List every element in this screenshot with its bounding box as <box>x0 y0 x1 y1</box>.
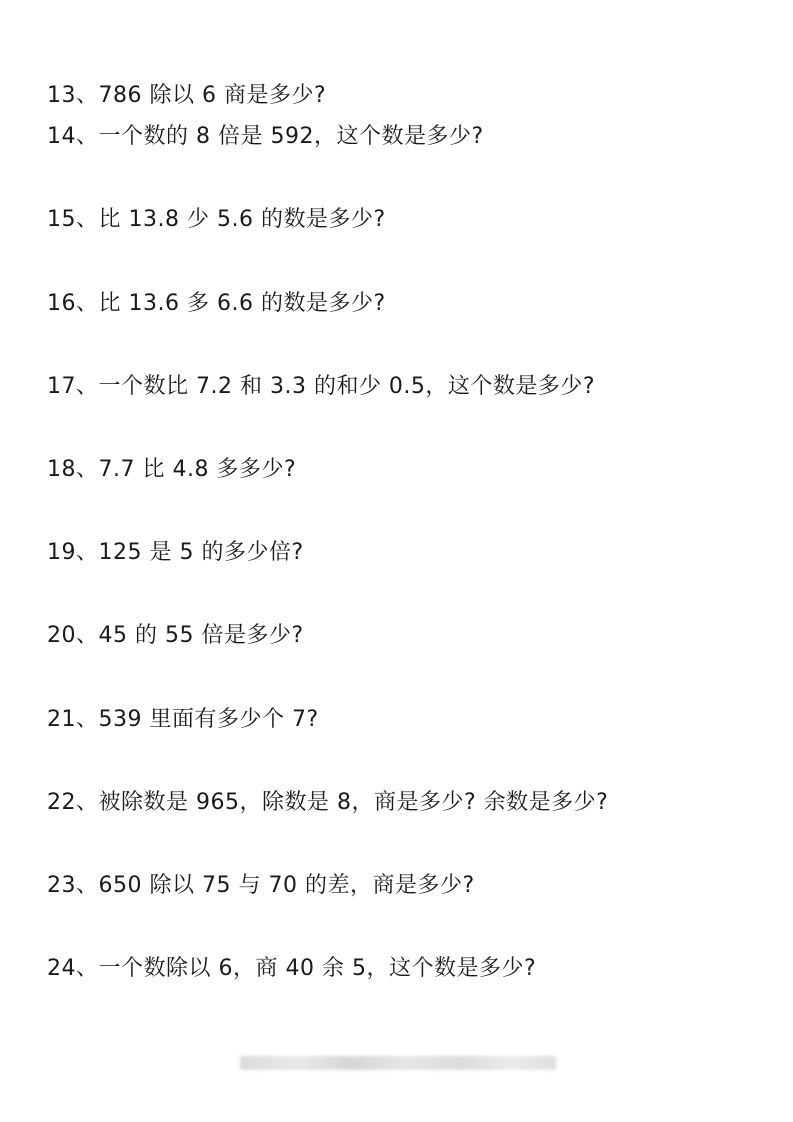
question-19: 19、125 是 5 的多少倍? <box>47 540 304 565</box>
question-17: 17、一个数比 7.2 和 3.3 的和少 0.5，这个数是多少? <box>47 374 596 399</box>
question-22: 22、被除数是 965，除数是 8，商是多少? 余数是多少? <box>47 790 609 815</box>
question-23: 23、650 除以 75 与 70 的差，商是多少? <box>47 873 475 898</box>
question-16: 16、比 13.6 多 6.6 的数是多少? <box>47 291 386 316</box>
question-24: 24、一个数除以 6，商 40 余 5，这个数是多少? <box>47 956 537 981</box>
question-18: 18、7.7 比 4.8 多多少? <box>47 457 297 482</box>
question-21: 21、539 里面有多少个 7? <box>47 707 319 732</box>
question-14: 14、一个数的 8 倍是 592，这个数是多少? <box>47 124 484 149</box>
question-20: 20、45 的 55 倍是多少? <box>47 623 304 648</box>
question-13: 13、786 除以 6 商是多少? <box>47 83 327 108</box>
question-15: 15、比 13.8 少 5.6 的数是多少? <box>47 207 386 232</box>
blurred-footer-watermark <box>240 1056 556 1070</box>
